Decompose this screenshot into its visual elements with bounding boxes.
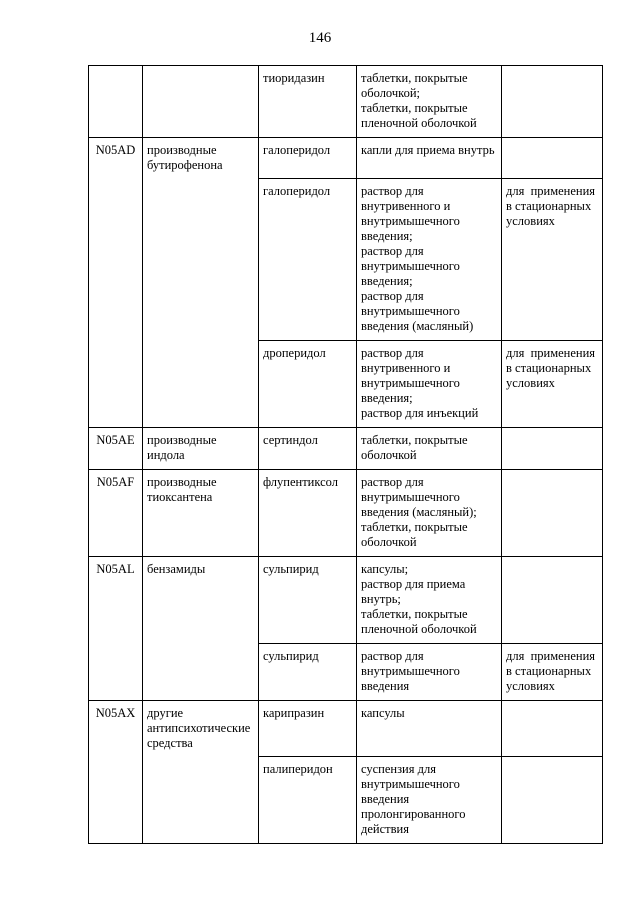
dosage-form-cell bbox=[357, 138, 502, 179]
group-cell bbox=[143, 138, 259, 428]
drug-name: сульпирид bbox=[263, 649, 319, 663]
table-row bbox=[89, 428, 603, 470]
dosage-form-line: введения (масляный); bbox=[361, 505, 477, 519]
dosage-form-line: раствор для bbox=[361, 346, 424, 360]
atc-code-cell bbox=[89, 701, 143, 844]
drug-name-cell bbox=[259, 644, 357, 701]
group-name-line: антипсихотические bbox=[147, 721, 251, 735]
dosage-form-cell bbox=[357, 557, 502, 644]
dosage-form-line: внутримышечного bbox=[361, 259, 460, 273]
notes-cell bbox=[502, 66, 603, 138]
dosage-form-cell bbox=[357, 757, 502, 844]
dosage-form-line: раствор для приема bbox=[361, 577, 466, 591]
drug-name: сертиндол bbox=[263, 433, 318, 447]
dosage-form-line: таблетки, покрытые bbox=[361, 71, 468, 85]
notes-cell bbox=[502, 470, 603, 557]
group-name-line: бензамиды bbox=[147, 562, 206, 576]
group-name-line: тиоксантена bbox=[147, 490, 213, 504]
dosage-form-line: таблетки, покрытые bbox=[361, 101, 468, 115]
notes-line: условиях bbox=[506, 376, 555, 390]
dosage-form-line: раствор для инъекций bbox=[361, 406, 479, 420]
drug-name-cell bbox=[259, 66, 357, 138]
dosage-form-cell bbox=[357, 470, 502, 557]
group-cell bbox=[143, 701, 259, 844]
dosage-form-line: введения bbox=[361, 679, 410, 693]
group-name-line: бутирофенона bbox=[147, 158, 223, 172]
dosage-form-cell bbox=[357, 341, 502, 428]
notes-cell bbox=[502, 428, 603, 470]
dosage-form-line: внутримышечного bbox=[361, 777, 460, 791]
drug-name-cell bbox=[259, 470, 357, 557]
group-name-line: производные bbox=[147, 475, 217, 489]
atc-code-cell bbox=[89, 557, 143, 701]
atc-code: N05AL bbox=[96, 562, 135, 576]
dosage-form-line: капсулы bbox=[361, 706, 405, 720]
notes-line: условиях bbox=[506, 679, 555, 693]
drug-name-cell bbox=[259, 138, 357, 179]
group-name-line: средства bbox=[147, 736, 193, 750]
drug-table bbox=[88, 65, 603, 844]
table-row bbox=[89, 701, 603, 757]
notes-cell bbox=[502, 557, 603, 644]
dosage-form-line: внутривенного и bbox=[361, 199, 451, 213]
notes-line: для применения bbox=[506, 649, 596, 663]
drug-name-cell bbox=[259, 701, 357, 757]
dosage-form-line: введения; bbox=[361, 274, 413, 288]
atc-code: N05AX bbox=[95, 706, 136, 720]
atc-code-cell bbox=[89, 138, 143, 428]
drug-name: сульпирид bbox=[263, 562, 319, 576]
group-name-line: производные bbox=[147, 433, 217, 447]
table-row bbox=[89, 470, 603, 557]
atc-code-cell bbox=[89, 66, 143, 138]
group-cell bbox=[143, 470, 259, 557]
dosage-form-line: внутримышечного bbox=[361, 490, 460, 504]
drug-name: карипразин bbox=[263, 706, 325, 720]
dosage-form-line: таблетки, покрытые bbox=[361, 607, 468, 621]
dosage-form-line: суспензия для bbox=[361, 762, 436, 776]
notes-line: в стационарных bbox=[506, 664, 592, 678]
group-cell bbox=[143, 428, 259, 470]
dosage-form-line: раствор для bbox=[361, 649, 424, 663]
notes-cell bbox=[502, 138, 603, 179]
drug-name: тиоридазин bbox=[263, 71, 325, 85]
dosage-form-line: внутривенного и bbox=[361, 361, 451, 375]
atc-code-cell bbox=[89, 428, 143, 470]
table-row bbox=[89, 66, 603, 138]
dosage-form-line: внутримышечного bbox=[361, 214, 460, 228]
atc-code: N05AE bbox=[96, 433, 135, 447]
dosage-form-line: внутримышечного bbox=[361, 304, 460, 318]
drug-name: галоперидол bbox=[263, 184, 331, 198]
dosage-form-line: пленочной оболочкой bbox=[361, 622, 477, 636]
notes-line: для применения bbox=[506, 184, 596, 198]
dosage-form-line: пролонгированного bbox=[361, 807, 466, 821]
group-name-line: индола bbox=[147, 448, 185, 462]
drug-name: галоперидол bbox=[263, 143, 331, 157]
drug-name-cell bbox=[259, 557, 357, 644]
drug-name-cell bbox=[259, 428, 357, 470]
drug-name: дроперидол bbox=[263, 346, 326, 360]
dosage-form-cell bbox=[357, 66, 502, 138]
dosage-form-line: раствор для bbox=[361, 289, 424, 303]
dosage-form-line: оболочкой bbox=[361, 448, 417, 462]
dosage-form-cell bbox=[357, 179, 502, 341]
dosage-form-line: раствор для bbox=[361, 475, 424, 489]
dosage-form-line: раствор для bbox=[361, 244, 424, 258]
atc-code-cell bbox=[89, 470, 143, 557]
dosage-form-line: оболочкой; bbox=[361, 86, 420, 100]
dosage-form-cell bbox=[357, 644, 502, 701]
dosage-form-line: введения; bbox=[361, 229, 413, 243]
drug-name-cell bbox=[259, 341, 357, 428]
dosage-form-line: таблетки, покрытые bbox=[361, 520, 468, 534]
dosage-form-cell bbox=[357, 428, 502, 470]
dosage-form-line: капли для приема внутрь bbox=[361, 143, 495, 157]
dosage-form-line: внутримышечного bbox=[361, 376, 460, 390]
group-cell bbox=[143, 66, 259, 138]
dosage-form-line: оболочкой bbox=[361, 535, 417, 549]
group-name-line: производные bbox=[147, 143, 217, 157]
atc-code: N05AF bbox=[96, 475, 135, 489]
notes-line: условиях bbox=[506, 214, 555, 228]
dosage-form-line: введения; bbox=[361, 391, 413, 405]
drug-name: флупентиксол bbox=[263, 475, 338, 489]
dosage-form-line: капсулы; bbox=[361, 562, 409, 576]
group-name-line: другие bbox=[147, 706, 184, 720]
notes-cell bbox=[502, 757, 603, 844]
drug-name-cell bbox=[259, 757, 357, 844]
notes-line: в стационарных bbox=[506, 199, 592, 213]
notes-cell bbox=[502, 341, 603, 428]
table-row bbox=[89, 557, 603, 644]
drug-name-cell bbox=[259, 179, 357, 341]
notes-line: в стационарных bbox=[506, 361, 592, 375]
dosage-form-line: внутрь; bbox=[361, 592, 401, 606]
dosage-form-line: таблетки, покрытые bbox=[361, 433, 468, 447]
dosage-form-line: внутримышечного bbox=[361, 664, 460, 678]
dosage-form-line: введения bbox=[361, 792, 410, 806]
dosage-form-line: введения (масляный) bbox=[361, 319, 474, 333]
notes-cell bbox=[502, 701, 603, 757]
notes-line: для применения bbox=[506, 346, 596, 360]
dosage-form-cell bbox=[357, 701, 502, 757]
group-cell bbox=[143, 557, 259, 701]
dosage-form-line: пленочной оболочкой bbox=[361, 116, 477, 130]
atc-code: N05AD bbox=[95, 143, 136, 157]
drug-name: палиперидон bbox=[263, 762, 333, 776]
dosage-form-line: раствор для bbox=[361, 184, 424, 198]
table-row bbox=[89, 138, 603, 179]
dosage-form-line: действия bbox=[361, 822, 409, 836]
notes-cell bbox=[502, 644, 603, 701]
notes-cell bbox=[502, 179, 603, 341]
table-body bbox=[89, 66, 603, 844]
page-number: 146 bbox=[308, 30, 332, 46]
